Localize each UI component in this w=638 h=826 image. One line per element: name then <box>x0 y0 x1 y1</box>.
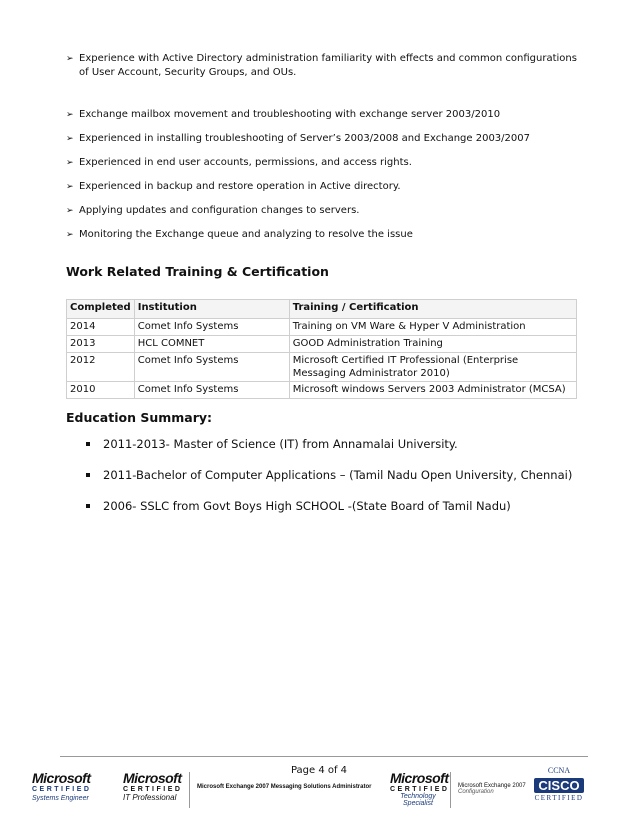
list-item: 2011-2013- Master of Science (IT) from Annamalai University. <box>86 437 586 452</box>
table-cell: Training on VM Ware & Hyper V Administration <box>289 319 576 336</box>
logo-brand: Microsoft <box>390 770 449 786</box>
arrow-bullet-icon: ➢ <box>66 54 74 64</box>
training-table <box>66 299 577 399</box>
bullet-item: ➢ Experienced in installing troubleshooting of Server’s 2003/2008 and Exchange 2003/2007 <box>66 133 530 144</box>
table-cell: 2012 <box>67 353 135 382</box>
table-cell: Microsoft Certified IT Professional (Enterprise Messaging Administrator 2010) <box>289 353 576 382</box>
bullet-item: ➢ Experienced in end user accounts, permissions, and access rights. <box>66 157 412 168</box>
cisco-badge: CISCO <box>534 778 583 793</box>
ccna-logo <box>528 766 590 810</box>
logo-cert: CERTIFIED <box>390 786 450 793</box>
table-cell: GOOD Administration Training <box>289 336 576 353</box>
logo-cert: CERTIFIED <box>32 786 92 793</box>
table-header-row <box>67 300 577 319</box>
table-row <box>67 319 577 336</box>
table-cell: HCL COMNET <box>134 336 289 353</box>
page-number: Page 4 of 4 <box>290 765 348 776</box>
list-item: 2011-Bachelor of Computer Applications – (Tamil Nadu Open University, Chennai) <box>86 468 586 483</box>
arrow-bullet-icon: ➢ <box>66 182 74 192</box>
mcts-logo <box>390 770 449 807</box>
bullet-item: ➢ Monitoring the Exchange queue and analyzing to resolve the issue <box>66 229 413 240</box>
column-header-institution: Institution <box>134 300 289 319</box>
education-heading: Education Summary: <box>66 410 213 425</box>
table-cell: Comet Info Systems <box>134 319 289 336</box>
square-bullet-icon <box>86 442 90 446</box>
education-list <box>86 437 586 530</box>
mcts-title: Microsoft Exchange 2007 Configuration <box>458 783 526 795</box>
square-bullet-icon <box>86 504 90 508</box>
square-bullet-icon <box>86 473 90 477</box>
table-row <box>67 382 577 399</box>
training-heading: Work Related Training & Certification <box>66 264 329 279</box>
arrow-bullet-icon: ➢ <box>66 110 74 120</box>
table-row <box>67 353 577 382</box>
arrow-bullet-icon: ➢ <box>66 134 74 144</box>
mcitp-title: Microsoft Exchange 2007 Messaging Solutions Administrator <box>197 784 372 790</box>
logo-divider <box>189 772 190 808</box>
column-header-training: Training / Certification <box>289 300 576 319</box>
mcitp-logo <box>123 770 182 802</box>
logo-sub: Technology <box>400 793 436 800</box>
logo-top: CCNA <box>547 766 571 775</box>
column-header-completed: Completed <box>67 300 135 319</box>
table-cell: Microsoft windows Servers 2003 Administrator (MCSA) <box>289 382 576 399</box>
bullet-item: ➢ Applying updates and configuration changes to servers. <box>66 205 360 216</box>
bullet-item: ➢ Experienced in backup and restore operation in Active directory. <box>66 181 401 192</box>
arrow-bullet-icon: ➢ <box>66 206 74 216</box>
bullet-item: ➢ Exchange mailbox movement and troubleshooting with exchange server 2003/2010 <box>66 109 501 120</box>
footer-divider <box>60 756 588 757</box>
table-cell: Comet Info Systems <box>134 382 289 399</box>
table-cell: Comet Info Systems <box>134 353 289 382</box>
arrow-bullet-icon: ➢ <box>66 158 74 168</box>
table-cell: 2013 <box>67 336 135 353</box>
logo-sub: Systems Engineer <box>32 795 89 802</box>
logo-divider <box>450 772 451 808</box>
logo-sub: IT Professional <box>123 793 177 802</box>
logo-brand: Microsoft <box>32 770 91 786</box>
bullet-item: ➢ Experience with Active Directory administration familiarity with effects and common configurations of User Account, Security Groups, and OUs. <box>66 53 577 78</box>
logo-cert: CERTIFIED <box>123 786 183 793</box>
mcse-logo <box>32 770 91 802</box>
arrow-bullet-icon: ➢ <box>66 230 74 240</box>
logo-cert: CERTIFIED <box>534 794 584 802</box>
table-row <box>67 336 577 353</box>
logo-sub: Specialist <box>403 800 433 807</box>
table-cell: 2014 <box>67 319 135 336</box>
logo-brand: Microsoft <box>123 770 182 786</box>
experience-bullet-list <box>66 52 586 242</box>
table-cell: 2010 <box>67 382 135 399</box>
list-item: 2006- SSLC from Govt Boys High SCHOOL -(State Board of Tamil Nadu) <box>86 499 586 514</box>
